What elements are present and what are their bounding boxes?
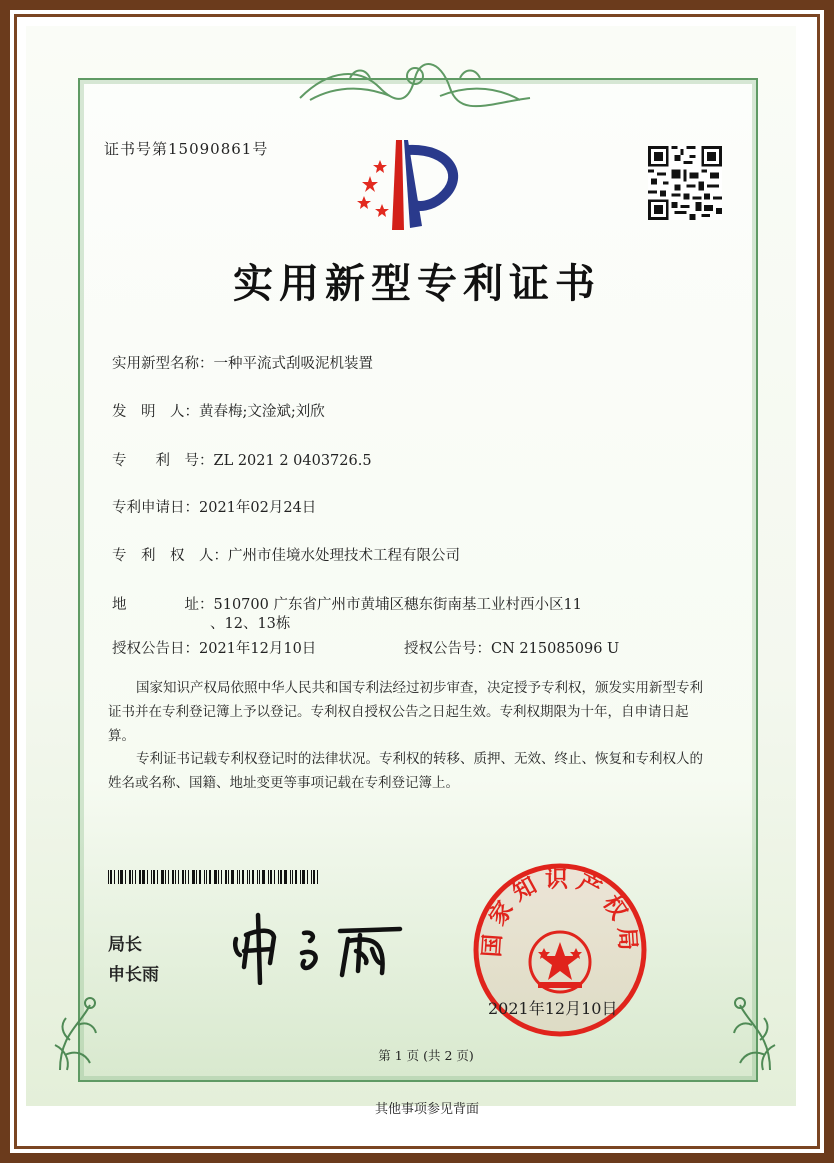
owner-label: 专 利 权 人：: [112, 548, 228, 564]
field-inventor: [112, 400, 325, 421]
barcode-icon: [108, 870, 322, 884]
inventor-label: 发 明 人：: [112, 404, 199, 420]
patent-number-value: ZL 2021 2 0403726.5: [213, 453, 372, 469]
inventor-value: 黄春梅;文淦斌;刘欣: [199, 404, 325, 420]
back-note: 其他事项参见背面: [374, 1102, 479, 1117]
seal-text: 国家知识产权局: [479, 866, 641, 959]
name-value: 一种平流式刮吸泥机装置: [213, 356, 373, 372]
address-label: 地 址：: [112, 597, 214, 613]
page-number: 第 1 页 (共 2 页): [378, 1048, 474, 1063]
field-grant-date: [112, 637, 316, 658]
patent-number-label: 专 利 号：: [112, 453, 214, 469]
grant-number-value: CN 215085096 U: [491, 641, 620, 657]
address-value-line1: 510700 广东省广州市黄埔区穗东街南基工业村西小区11: [213, 597, 582, 613]
field-patent-number: [112, 449, 372, 470]
patent-office-logo-icon: [356, 138, 476, 234]
grant-date-value: 2021年12月10日: [199, 641, 317, 657]
certificate-title: 实用新型专利证书: [233, 260, 601, 307]
owner-value: 广州市佳境水处理技术工程有限公司: [228, 548, 460, 564]
name-label: 实用新型名称：: [112, 356, 214, 372]
field-owner: [112, 544, 460, 565]
field-grant-number: [404, 637, 619, 658]
statement-paragraph-2: 专利证书记载专利权登记时的法律状况。专利权的转移、质押、无效、终止、恢复和专利权人的姓名或名称、国籍、地址变更等事项记载在专利登记簿上。: [108, 751, 703, 791]
qr-code-icon: [648, 146, 722, 220]
top-ornament-icon: [290, 58, 540, 108]
field-address: [112, 593, 582, 614]
filing-date-label: 专利申请日：: [112, 500, 199, 516]
director-signature-icon: [230, 905, 410, 985]
grant-number-label: 授权公告号：: [404, 641, 491, 657]
certificate-number: 证书号第15090861号: [104, 140, 269, 158]
seal-date: 2021年12月10日: [488, 999, 618, 1018]
director-name: 申长雨: [108, 965, 159, 985]
field-filing-date: [112, 496, 316, 517]
statement-paragraph-1: 国家知识产权局依照中华人民共和国专利法经过初步审查，决定授予专利权，颁发实用新型专利证书并在专利登记簿上予以登记。专利权自授权公告之日起生效。专利权期限为十年，自申请日起算。: [108, 680, 703, 744]
director-title: 局长: [108, 935, 142, 955]
grant-date-label: 授权公告日：: [112, 641, 199, 657]
filing-date-value: 2021年02月24日: [199, 500, 317, 516]
field-name: [112, 352, 373, 373]
address-value-line2: 、12、13栋: [210, 616, 291, 632]
